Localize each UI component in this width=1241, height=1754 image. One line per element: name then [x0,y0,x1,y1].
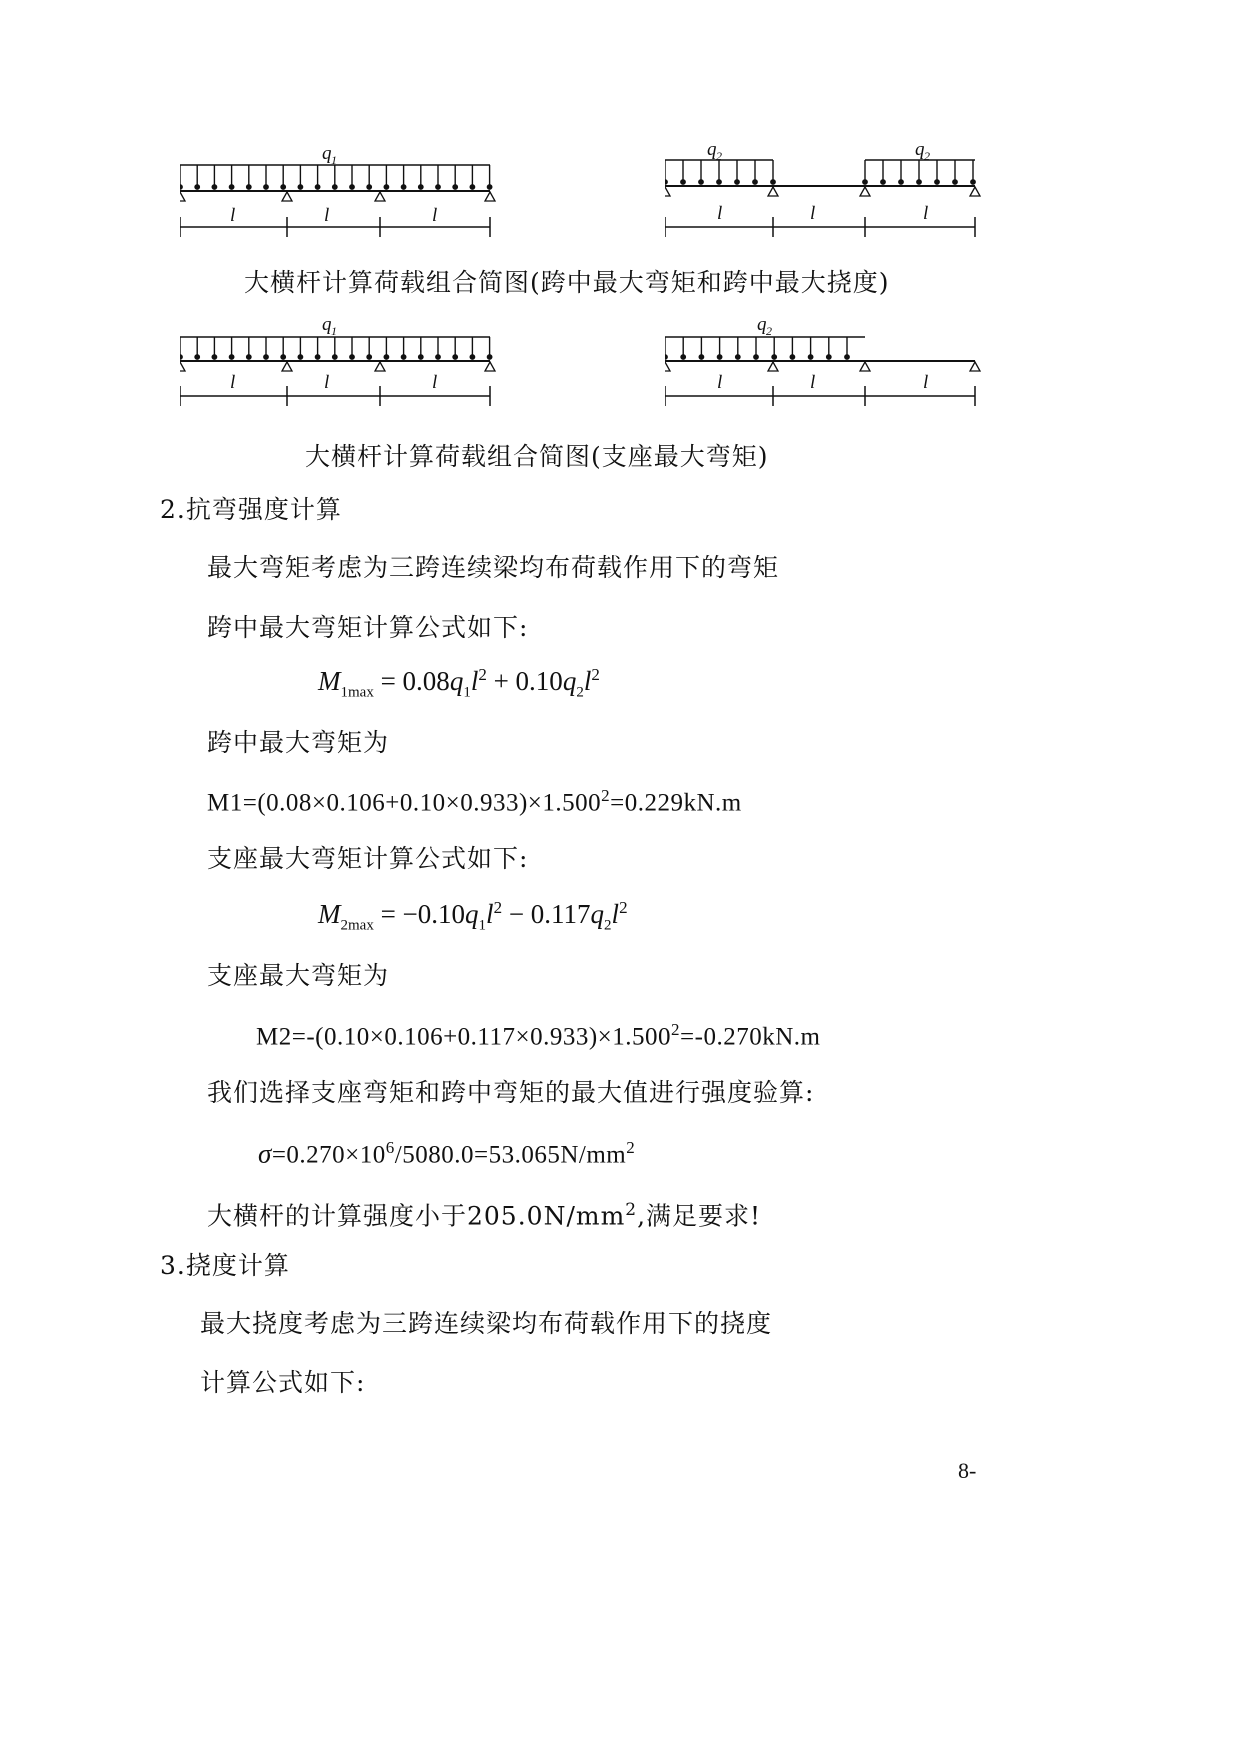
beam-diagram-support-full-load [180,308,520,438]
load-arrow-head [772,355,776,359]
load-arrow-head [384,355,388,359]
span-label: l [230,372,236,393]
paragraph: 支座最大弯矩为 [207,961,390,990]
load-arrow-head [298,185,302,189]
section-heading-bending: 2.抗弯强度计算 [160,495,342,524]
load-arrow-head [195,355,199,359]
load-arrow-head [367,185,371,189]
svg-text:2: 2 [716,149,722,163]
support-triangle [665,362,670,371]
span-label: l [717,203,723,224]
load-label-q1-sub: 1 [331,153,337,167]
load-arrow-head [436,185,440,189]
load-arrow-head [180,185,182,189]
load-arrow-head [827,355,831,359]
load-arrow-head [419,355,423,359]
support-triangle [180,362,185,371]
load-arrow-head [401,355,405,359]
support-triangle [665,187,670,196]
span-label: l [810,372,816,393]
load-arrow-head [401,185,405,189]
load-arrow-head [699,180,703,184]
load-arrow-head [229,355,233,359]
load-arrow-head [212,355,216,359]
load-arrow-head [665,355,667,359]
load-label-q2-left: q [707,139,717,160]
figure-caption-support: 大横杆计算荷载组合简图(支座最大弯矩) [305,442,769,471]
load-label-q2-right: q [915,139,925,160]
load-label-q2: q [757,314,767,335]
load-arrow-head [953,180,957,184]
load-arrow-head [681,180,685,184]
support-triangle [485,362,495,371]
load-arrow-head [808,355,812,359]
section-heading-deflection: 3.挠度计算 [160,1251,290,1280]
span-label: l [810,203,816,224]
load-arrow-head [195,185,199,189]
load-arrow-head [453,355,457,359]
load-arrow-head [315,185,319,189]
load-arrow-head [247,355,251,359]
load-arrow-head [247,185,251,189]
load-arrow-head [917,180,921,184]
calc-support-moment: $M2=-(0.10\times 0.106+0.117\times 0.933)\times 1.500^2=-0.270kN.m$ [256,1020,821,1051]
paragraph: 支座最大弯矩计算公式如下: [207,844,529,873]
span-label: l [717,372,723,393]
paragraph-conclusion: 大横杆的计算强度小于$205.0N/mm^2$,满足要求! [207,1200,762,1231]
svg-text:2: 2 [924,149,930,163]
figure-caption-midspan: 大横杆计算荷载组合简图(跨中最大弯矩和跨中最大挠度) [244,268,890,297]
beam-diagram-support-adjacent-load [665,308,995,438]
formula-midspan-moment: $M_{1max} = 0.08q_1l^2 + 0.10q_2l^2$ [318,665,600,701]
support-triangle [282,362,292,371]
load-label-q1: q [322,314,332,335]
load-arrow-head [180,355,182,359]
load-arrow-head [419,185,423,189]
paragraph: 跨中最大弯矩为 [207,728,390,757]
load-arrow-head [899,180,903,184]
span-label: l [923,372,929,393]
support-triangle [375,192,385,201]
load-arrow-head [229,185,233,189]
load-arrow-head [735,180,739,184]
load-arrow-head [315,355,319,359]
support-triangle [970,187,980,196]
span-label: l [923,203,929,224]
load-arrow-head [754,355,758,359]
span-label: l [324,205,330,226]
load-arrow-head [470,355,474,359]
support-triangle [970,362,980,371]
load-arrow-head [281,185,285,189]
load-arrow-head [771,180,775,184]
paragraph: 我们选择支座弯矩和跨中弯矩的最大值进行强度验算: [207,1078,815,1107]
load-arrow-head [350,185,354,189]
load-arrow-head [384,185,388,189]
load-arrow-head [333,355,337,359]
support-triangle [282,192,292,201]
load-arrow-head [212,185,216,189]
load-arrow-head [367,355,371,359]
support-triangle [768,362,778,371]
load-arrow-head [863,180,867,184]
load-arrow-head [717,180,721,184]
beam-diagram-midspan-alternate-load [665,135,995,265]
load-arrow-head [487,355,491,359]
load-arrow-head [753,180,757,184]
paragraph: 计算公式如下: [200,1368,366,1397]
paragraph: 跨中最大弯矩计算公式如下: [207,613,529,642]
load-arrow-head [333,185,337,189]
paragraph: 最大弯矩考虑为三跨连续梁均布荷载作用下的弯矩 [207,553,780,582]
span-label: l [230,205,236,226]
load-arrow-head [845,355,849,359]
support-triangle [768,187,778,196]
load-arrow-head [281,355,285,359]
formula-support-moment: $M_{2max} = -0.10q_1l^2 - 0.117q_2l^2$ [318,898,628,934]
span-label: l [432,205,438,226]
calc-stress: $\sigma=0.270\times 10^6/5080.0=53.065N/mm^2$ [258,1138,636,1169]
svg-text:2: 2 [766,324,772,338]
load-arrow-head [264,355,268,359]
load-arrow-head [436,355,440,359]
load-arrow-head [453,185,457,189]
load-arrow-head [470,185,474,189]
support-triangle [860,187,870,196]
beam-diagram-midspan-full-load [180,135,520,265]
load-arrow-head [665,180,667,184]
support-triangle [180,192,185,201]
calc-midspan-moment: $M1=(0.08\times 0.106+0.10\times 0.933)\times 1.500^2=0.229kN.m$ [207,786,742,817]
load-arrow-head [790,355,794,359]
load-arrow-head [736,355,740,359]
load-label-q1: q [322,143,332,164]
span-label: l [324,372,330,393]
load-arrow-head [717,355,721,359]
svg-text:1: 1 [331,324,337,338]
load-arrow-head [681,355,685,359]
support-triangle [485,192,495,201]
load-arrow-head [487,185,491,189]
page-number: 8- [958,1458,977,1483]
paragraph: 最大挠度考虑为三跨连续梁均布荷载作用下的挠度 [200,1309,773,1338]
load-arrow-head [881,180,885,184]
load-arrow-head [298,355,302,359]
load-arrow-head [971,180,975,184]
span-label: l [432,372,438,393]
load-arrow-head [699,355,703,359]
support-triangle [860,362,870,371]
load-arrow-head [350,355,354,359]
load-arrow-head [264,185,268,189]
load-arrow-head [935,180,939,184]
support-triangle [375,362,385,371]
